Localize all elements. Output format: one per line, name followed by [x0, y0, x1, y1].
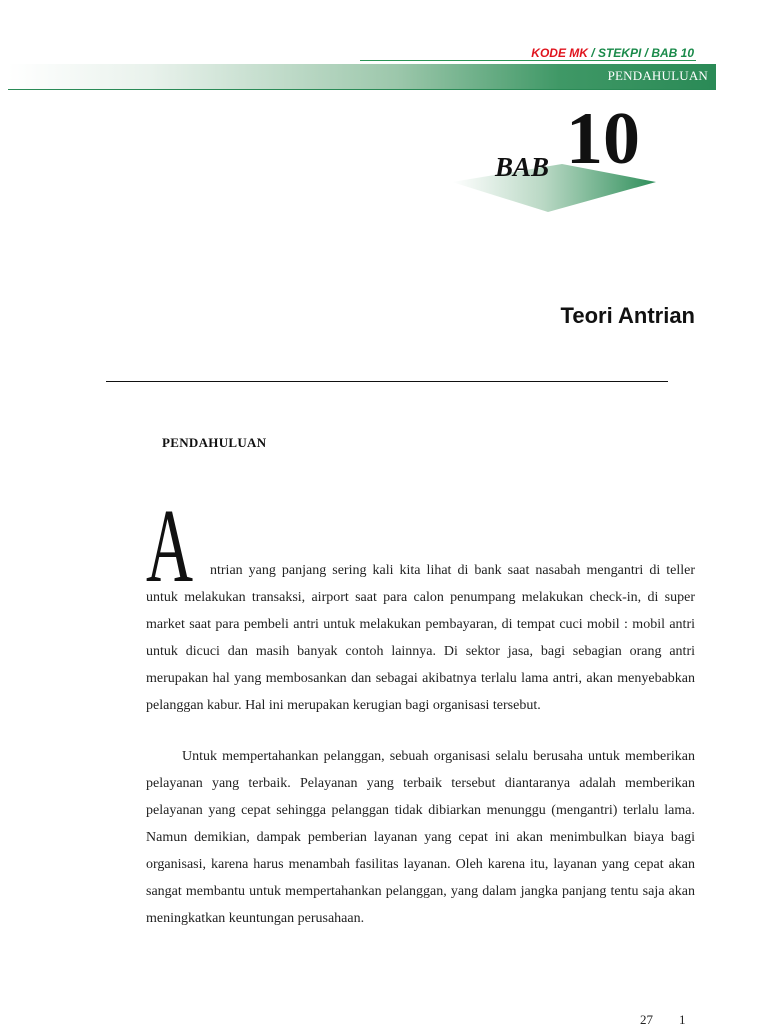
page-number: 27 1 [640, 1012, 686, 1027]
chapter-bab-word: BAB [495, 152, 550, 182]
section-heading: PENDAHULUAN [162, 435, 267, 450]
chapter-number: 10 [566, 98, 640, 180]
course-code-label: KODE MK [531, 46, 588, 60]
header-section-label: PENDAHULUAN [607, 68, 708, 83]
header-band-divider [8, 89, 716, 90]
drop-cap-letter: A [146, 487, 194, 604]
course-code-header [516, 46, 694, 60]
chapter-divider [106, 381, 668, 382]
body-paragraph-2: Untuk mempertahankan pelanggan, sebuah organisasi selalu berusaha untuk memberikan pelayanan yang terbaik. Pelayanan yang terbaik tersebut diantaranya adalah memberikan pelayanan yang cepat sehingga pelanggan tidak dibiarkan menunggu (mengantri) terlalu lama. Namun demikian, dampak pemberian layanan yang cepat ini akan menimbulkan biaya bagi organisasi, karena harus menambah fasilitas layanan. Oleh karena itu, layanan yang cepat akan sangat membantu untuk mempertahankan pelanggan, yang dalam jangka panjang tentu saja akan meningkatkan keuntungan perusahaan. [146, 749, 695, 926]
course-code-rest: / STEKPI / BAB 10 [587, 46, 694, 60]
header-rule [360, 60, 696, 61]
chapter-title: Teori Antrian [560, 303, 695, 328]
body-paragraph-1: ntrian yang panjang sering kali kita lihat di bank saat nasabah mengantri di teller untuk melakukan transaksi, airport saat para calon penumpang melakukan check-in, di super market saat para pembeli antri untuk melakukan pembayaran, di tempat cuci mobil : mobil antri untuk dicuci dan masih banyak contoh lainnya. Di sektor jasa, bagi sebagian orang antri merupakan hal yang membosankan dan sebagai akibatnya terlalu lama antri, akan menyebabkan pelanggan kabur. Hal ini merupakan kerugian bagi organisasi tersebut. [146, 563, 695, 713]
